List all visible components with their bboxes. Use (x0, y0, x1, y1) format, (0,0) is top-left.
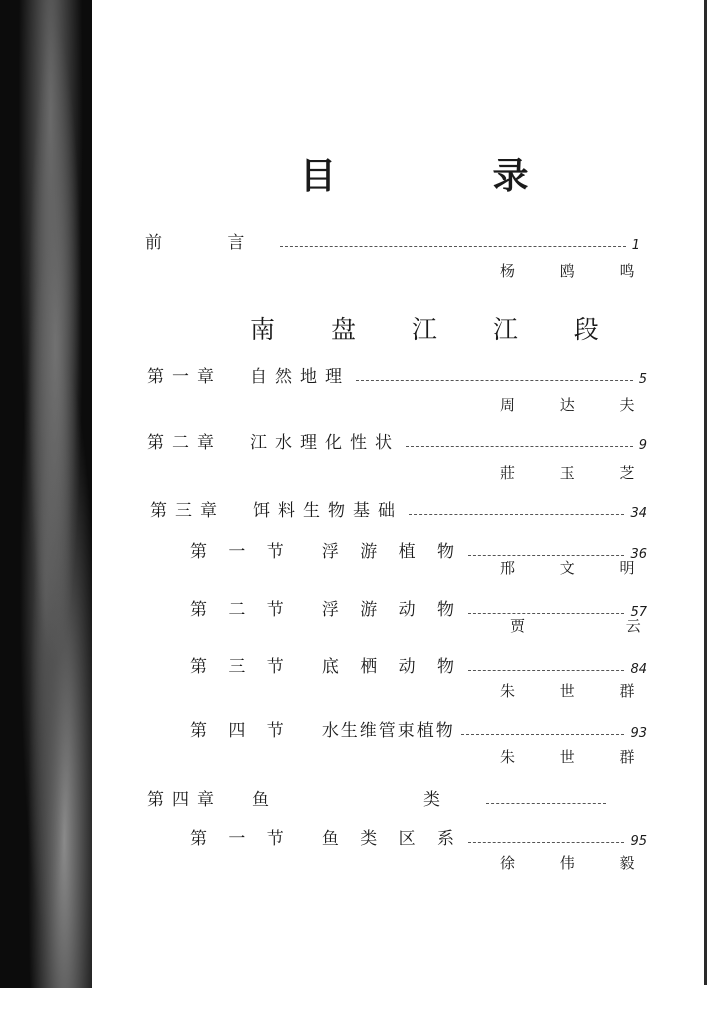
entry-title: 自然地理 (250, 367, 350, 387)
dot-leader (461, 733, 625, 735)
page-number: 9 (638, 438, 647, 453)
toc-entry-section (190, 824, 647, 849)
page-number: 36 (630, 547, 647, 562)
entry-title: 江水理化性状 (250, 433, 400, 453)
page-bottom-margin (0, 988, 715, 1020)
entry-title: 鱼 类 (252, 790, 480, 810)
entry-label: 第 四 节 (190, 721, 292, 741)
entry-label: 第三章 (150, 501, 225, 521)
author-name: 贾 云 (510, 617, 689, 635)
toc-entry-chapter (147, 785, 612, 810)
entry-title: 浮 游 动 物 (321, 600, 463, 620)
page-number: 95 (630, 834, 647, 849)
entry-label: 第 三 节 (190, 657, 292, 677)
toc-entry-chapter (150, 496, 647, 521)
entry-label: 第二章 (147, 433, 222, 453)
toc-entry-chapter (147, 428, 647, 453)
dot-leader (280, 245, 625, 247)
toc-entry-preface (145, 228, 640, 253)
dot-leader (409, 513, 624, 515)
entry-label: 第 二 节 (190, 600, 292, 620)
toc-entry-chapter (147, 362, 647, 387)
toc-entry-section (190, 652, 647, 677)
author-name: 莊 玉 芝 (500, 464, 655, 482)
scan-right-edge (704, 0, 707, 985)
entry-label: 第一章 (147, 367, 222, 387)
entry-title: 水生维管束植物 (321, 721, 455, 741)
dot-leader (356, 379, 633, 381)
dot-leader (406, 445, 633, 447)
page-number: 5 (638, 372, 647, 387)
page-number: 1 (631, 238, 640, 253)
entry-label: 前 言 (145, 233, 275, 253)
entry-label: 第 一 节 (190, 542, 292, 562)
entry-title: 饵料生物基础 (253, 501, 403, 521)
page-number: 34 (630, 506, 647, 521)
scan-binding-edge (0, 0, 92, 988)
author-name: 杨 鸥 鸣 (500, 262, 655, 280)
page-title: 目 录 (300, 155, 601, 197)
dot-leader (468, 554, 624, 556)
dot-leader (468, 841, 624, 843)
entry-title: 底 栖 动 物 (321, 657, 463, 677)
entry-title: 鱼 类 区 系 (321, 829, 463, 849)
dot-leader (486, 802, 606, 804)
entry-label: 第 一 节 (190, 829, 292, 849)
page-number: 84 (630, 662, 647, 677)
author-name: 邢 文 明 (500, 559, 655, 577)
author-name: 徐 伟 毅 (500, 854, 655, 872)
dot-leader (468, 669, 624, 671)
page-number: 57 (630, 605, 647, 620)
author-name: 周 达 夫 (500, 396, 655, 414)
entry-label: 第四章 (147, 790, 222, 810)
entry-title: 浮 游 植 物 (321, 542, 463, 562)
author-name: 朱 世 群 (500, 682, 655, 700)
section-heading: 南 盘 江 江 段 (250, 315, 623, 344)
toc-entry-section (190, 716, 647, 741)
author-name: 朱 世 群 (500, 748, 655, 766)
dot-leader (468, 612, 624, 614)
page-number: 93 (630, 726, 647, 741)
